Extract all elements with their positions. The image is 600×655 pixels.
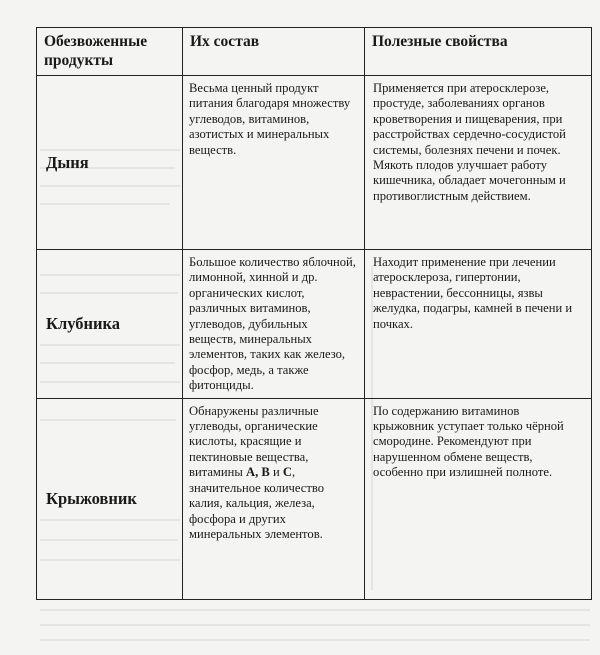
table-row	[37, 250, 592, 399]
product-name: Дыня	[46, 152, 89, 172]
header-composition-text: Их состав	[190, 33, 260, 50]
product-name: Клубника	[46, 313, 121, 333]
benefits-text: Находит применение при лечении атеросклероза, гипертонии, неврастении, бессонницы, язвы желудка, подагры, камней в печени и почках.	[373, 255, 573, 331]
composition-text-start: Обнаружены различные углеводы, органические кислоты, красящие и пектиновые вещества, витамины	[189, 403, 319, 480]
benefits-text: По содержанию витаминов крыжовник уступает только чёрной смородине. Рекомендуют при нарушенном обмене веществ, особенно при излишней полноте.	[373, 403, 564, 480]
table-header-row	[37, 28, 592, 76]
header-composition	[183, 28, 365, 76]
header-benefits-text: Полезные свойства	[372, 33, 508, 50]
composition-text: Большое количество яблочной, лимонной, хинной и др. органических кислот, различных витаминов, углеводов, дубильных веществ, минеральных элементов, таких как железо, фосфор, медь, а также фитонциды.	[189, 255, 356, 393]
vitamin-separator: ,	[255, 465, 262, 480]
header-products-text: Обезвоженные продукты	[44, 33, 148, 69]
header-products	[37, 28, 183, 76]
table-row	[37, 398, 592, 599]
vitamin-b: B	[261, 465, 270, 480]
composition-cell	[183, 250, 365, 399]
benefits-cell	[365, 76, 592, 250]
product-name: Крыжовник	[46, 488, 137, 508]
product-cell	[37, 250, 183, 399]
composition-cell	[183, 76, 365, 250]
header-benefits	[365, 28, 592, 76]
product-cell	[37, 76, 183, 250]
composition-text: Весьма ценный продукт питания благодаря множеству углеводов, витаминов, азотистых и минеральных веществ.	[189, 81, 351, 157]
products-table	[36, 27, 592, 600]
vitamin-c: C	[282, 465, 292, 480]
composition-cell	[183, 398, 365, 599]
composition-text-end: , значительное количество калия, кальция, железа, фосфора и других минеральных элементов.	[189, 465, 325, 541]
benefits-cell	[365, 250, 592, 399]
vitamin-a: A	[246, 465, 256, 480]
composition-text	[183, 399, 364, 547]
table-row	[37, 76, 592, 250]
vitamin-and: и	[269, 465, 283, 480]
benefits-text: Применяется при атеросклерозе, простуде, заболеваниях органов кроветворения и пищеварения, при расстройствах сердечно-сосудистой системы, болезнях печени и почек. Мякоть плодов улучшает работу кишечника, обладает мочегонным и противоглистным действием.	[373, 81, 566, 203]
product-cell	[37, 398, 183, 599]
benefits-cell	[365, 398, 592, 599]
